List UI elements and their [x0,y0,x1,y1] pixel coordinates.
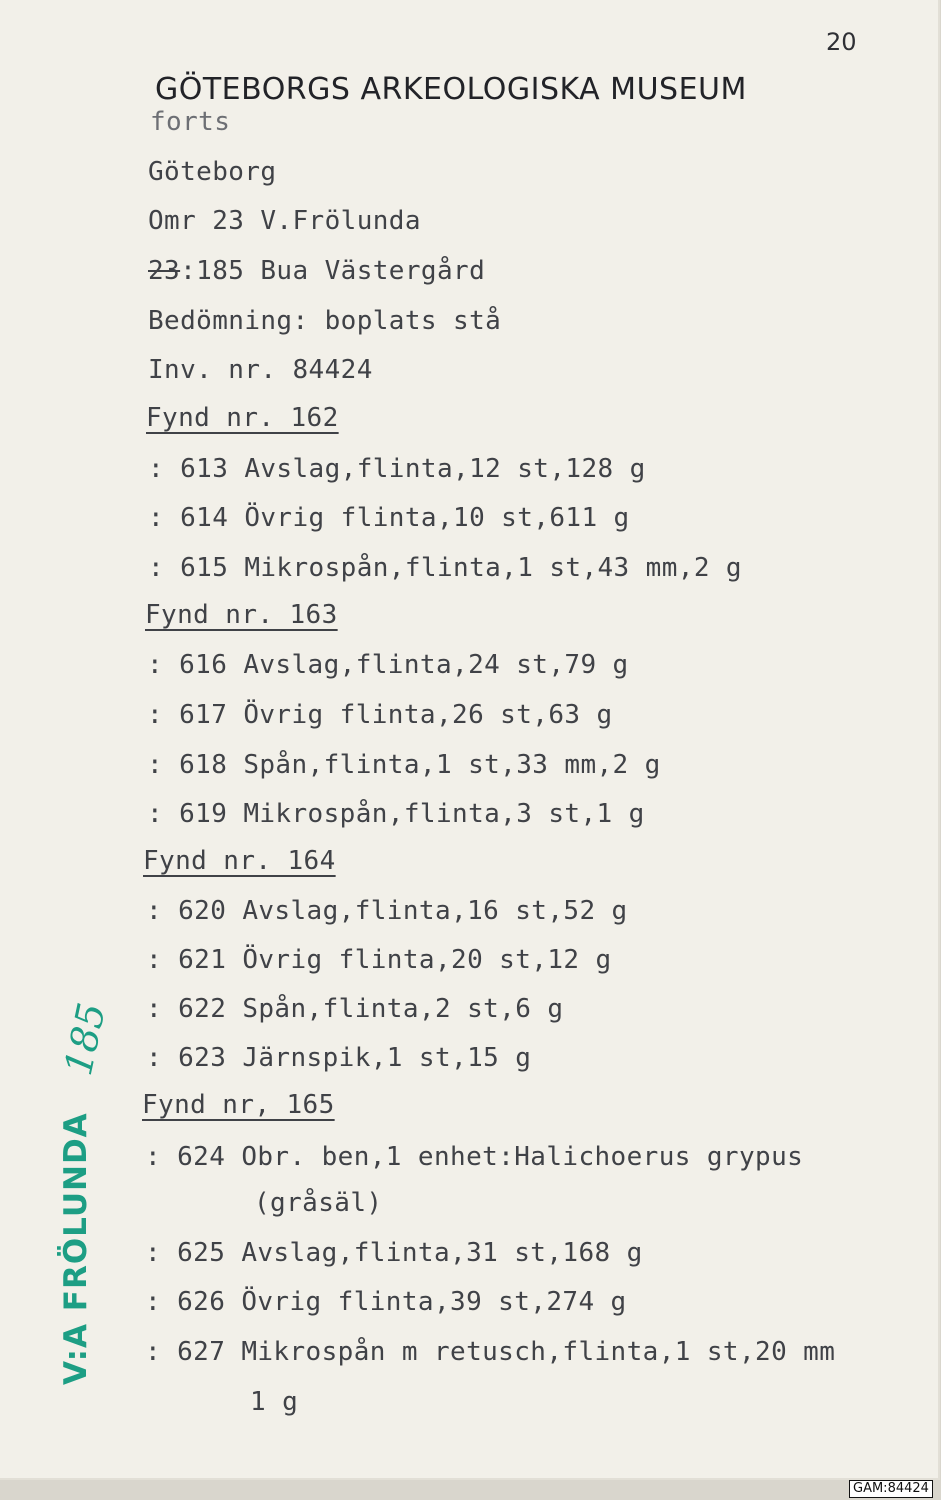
find-item: : 618 Spån,flinta,1 st,33 mm,2 g [147,750,661,780]
find-item: : 620 Avslag,flinta,16 st,52 g [146,896,628,926]
find-item: : 619 Mikrospån,flinta,3 st,1 g [147,799,645,829]
find-item: : 622 Spån,flinta,2 st,6 g [146,994,564,1024]
find-heading-164: Fynd nr. 164 [143,846,336,876]
inventory-line: Inv. nr. 84424 [148,355,373,385]
handwritten-site-number: 185 [56,999,115,1080]
find-item: : 614 Övrig flinta,10 st,611 g [148,503,630,533]
location-stamp: V:A FRÖLUNDA [58,1112,94,1385]
find-item-continuation: (gråsäl) [254,1188,383,1218]
site-name: :185 Bua Västergård [180,256,486,286]
find-heading-162: Fynd nr. 162 [146,403,339,433]
find-item-continuation: 1 g [250,1387,299,1417]
find-heading-163: Fynd nr. 163 [145,600,338,630]
find-item: : 617 Övrig flinta,26 st,63 g [147,700,613,730]
find-item: : 616 Avslag,flinta,24 st,79 g [147,650,629,680]
site-line [148,256,485,286]
assessment-line: Bedömning: boplats stå [148,306,502,336]
struck-site-number: 23 [148,256,181,286]
archive-label: GAM:84424 [849,1480,933,1498]
find-item: : 626 Övrig flinta,39 st,274 g [145,1287,627,1317]
continued-label: forts [150,107,231,137]
city-line: Göteborg [148,157,277,187]
find-item: : 623 Järnspik,1 st,15 g [146,1043,532,1073]
find-item: : 621 Övrig flinta,20 st,12 g [146,945,612,975]
find-item: : 625 Avslag,flinta,31 st,168 g [145,1238,643,1268]
find-item: : 615 Mikrospån,flinta,1 st,43 mm,2 g [148,553,742,583]
find-item: : 613 Avslag,flinta,12 st,128 g [148,454,646,484]
find-heading-165: Fynd nr, 165 [142,1090,335,1120]
page-number: 20 [826,28,857,56]
find-item: : 627 Mikrospån m retusch,flinta,1 st,20 mm [145,1337,836,1367]
museum-title: GÖTEBORGS ARKEOLOGISKA MUSEUM [155,72,747,107]
area-line: Omr 23 V.Frölunda [148,206,421,236]
find-item: : 624 Obr. ben,1 enhet:Halichoerus grypus [145,1142,804,1172]
